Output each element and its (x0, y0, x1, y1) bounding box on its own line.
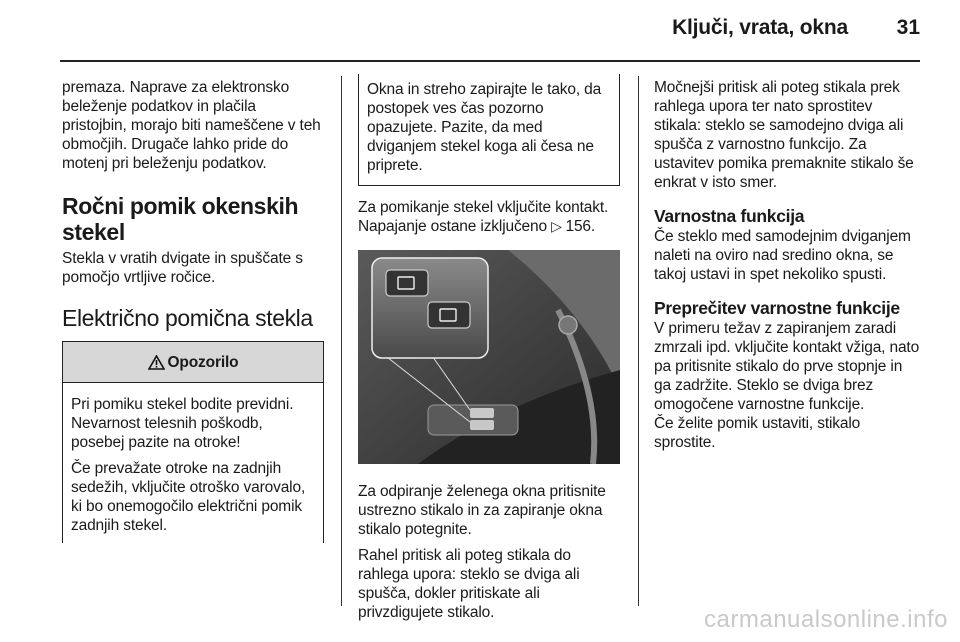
column-2 (358, 78, 620, 629)
header-title: Ključi, vrata, okna (672, 16, 848, 39)
ignition-paragraph (358, 198, 620, 236)
manual-windows-text: Stekla v vratih dvigate in spuščate s pomočjo vrtljive ročice. (62, 250, 303, 286)
page-number: 31 (896, 16, 920, 39)
ignition-text: Za pomikanje stekel vključite kontakt. Napajanje ostane izključeno (358, 199, 609, 235)
warning-paragraph-1: Pri pomiku stekel bodite previdni. Nevarnost telesnih poškodb, posebej pazite na otroke! (71, 396, 294, 451)
column-1 (62, 78, 324, 543)
safety-function-paragraph: Če steklo med samodejnim dviganjem naleti na oviro nad sredino okna, se takoj ustavi in spet nekoliko spusti. (654, 228, 911, 283)
override-paragraph-2: Če želite pomik ustaviti, stikalo sprostite. (654, 415, 861, 451)
heading-manual-windows: Ročni pomik okenskih stekel (62, 193, 299, 245)
strong-press-paragraph: Močnejši pritisk ali poteg stikala prek rahlega upora ter nato sprostitev stikala: steklo se samodejno dviga ali spušča z varnostno funkcijo. Za ustavitev pomika premaknite stikalo še enkrat v isto smer. (654, 79, 914, 191)
intro-paragraph: premaza. Naprave za elektronsko beleženje podatkov in plačila pristojbin, morajo biti nameščene v teh območjih. Drugače lahko pride do motenj pri beleženju podatkov. (62, 79, 321, 172)
page-reference-arrow-icon: ▷ (551, 218, 566, 234)
warning-paragraph-2: Če prevažate otroke na zadnjih sedežih, vključite otroško varovalo, ki bo onemogočilo električni pomik zadnjih stekel. (71, 460, 306, 534)
caution-box (358, 74, 620, 186)
heading-electric-windows: Električno pomična stekla (62, 305, 313, 331)
warning-header (63, 341, 323, 383)
ignition-page-ref: 156. (565, 218, 596, 235)
watermark: carmanualsonline.info (704, 606, 948, 633)
caution-text: Okna in streho zapirajte le tako, da postopek ves čas pozorno opazujete. Pazite, da med dviganjem stekel koga ali česa ne priprete. (367, 81, 602, 174)
window-switch-photo (358, 250, 620, 464)
column-divider-1 (341, 76, 342, 606)
column-divider-2 (638, 76, 639, 606)
warning-label: Opozorilo (167, 353, 239, 371)
heading-override-safety: Preprečitev varnostne funkcije (654, 298, 900, 318)
light-press-paragraph: Rahel pritisk ali poteg stikala do rahlega upora: steklo se dviga ali spušča, dokler pritiskate ali privzdigujete stikalo. (358, 547, 580, 621)
column-3 (654, 78, 922, 459)
heading-safety-function: Varnostna funkcija (654, 206, 805, 226)
open-window-paragraph: Za odpiranje želenega okna pritisnite ustrezno stikalo in za zapiranje okna stikalo potegnite. (358, 483, 606, 538)
override-paragraph-1: V primeru težav z zapiranjem zaradi zmrzali ipd. vključite kontakt vžiga, nato pa pritisnite stikalo do prve stopnje in ga zadržite. Steklo se dviga brez omogočene varnostne funkcije. (654, 320, 920, 413)
warning-box (62, 341, 324, 543)
header-rule (60, 60, 920, 62)
warning-triangle-icon (148, 355, 165, 370)
